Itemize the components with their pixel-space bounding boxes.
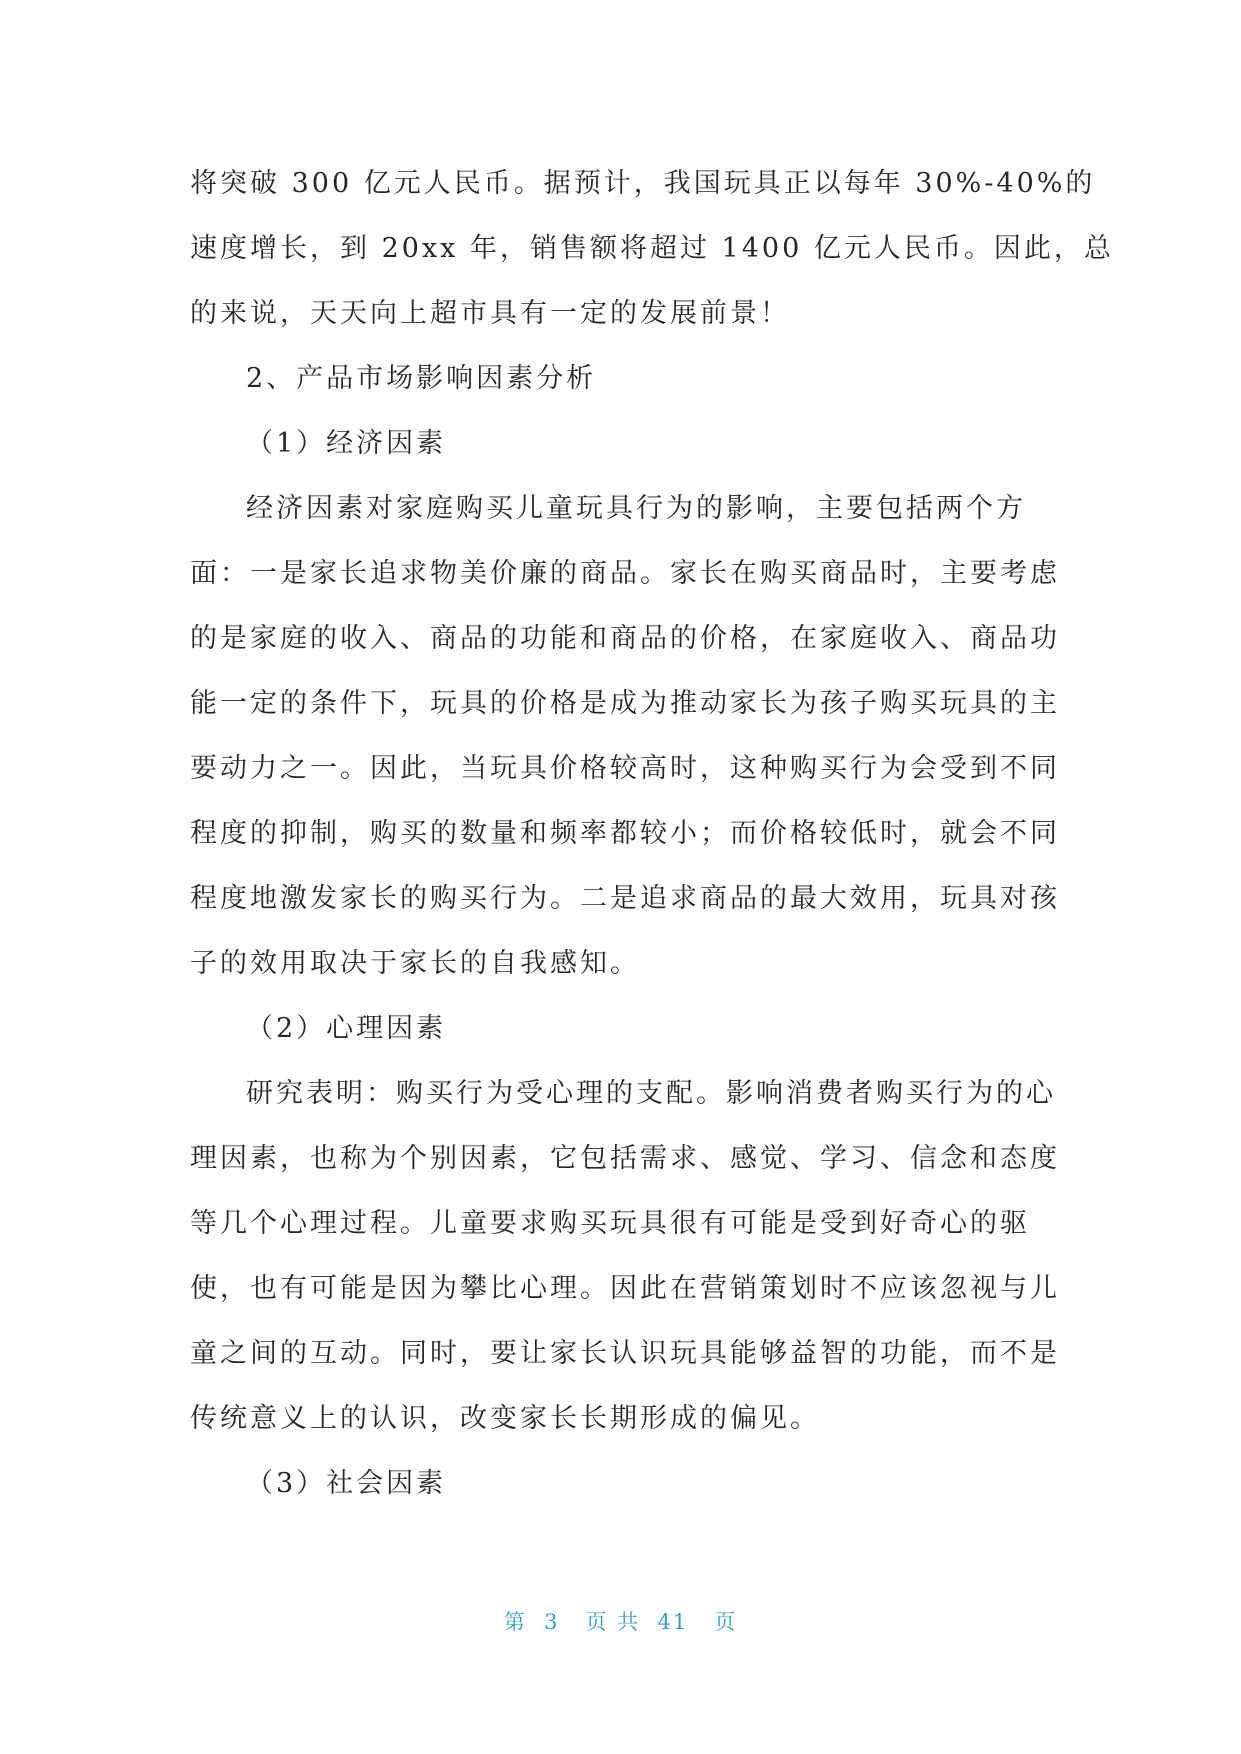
paragraph-line: 理因素，也称为个别因素，它包括需求、感觉、学习、信念和态度 <box>190 1143 1060 1174</box>
paragraph-line: 等几个心理过程。儿童要求购买玩具很有可能是受到好奇心的驱 <box>190 1208 1030 1239</box>
paragraph-line: 将突破 300 亿元人民币。据预计，我国玩具正以每年 30%-40%的 <box>190 168 1096 199</box>
paragraph-line: 研究表明：购买行为受心理的支配。影响消费者购买行为的心 <box>246 1078 1056 1109</box>
paragraph-line: 经济因素对家庭购买儿童玩具行为的影响，主要包括两个方 <box>246 493 1026 524</box>
subsection-heading: （3）社会因素 <box>246 1468 447 1499</box>
paragraph-line: 程度地激发家长的购买行为。二是追求商品的最大效用，玩具对孩 <box>190 883 1060 914</box>
paragraph-line: 子的效用取决于家长的自我感知。 <box>190 948 640 979</box>
paragraph-line: 速度增长，到 20xx 年，销售额将超过 1400 亿元人民币。因此，总 <box>190 233 1114 264</box>
page-number-footer: 第 3 页 共 41 页 <box>503 1610 738 1634</box>
paragraph-line: 能一定的条件下，玩具的价格是成为推动家长为孩子购买玩具的主 <box>190 688 1060 719</box>
subsection-heading: （1）经济因素 <box>246 428 447 459</box>
paragraph-line: 的是家庭的收入、商品的功能和商品的价格，在家庭收入、商品功 <box>190 623 1060 654</box>
paragraph-line: 程度的抑制，购买的数量和频率都较小；而价格较低时，就会不同 <box>190 818 1060 849</box>
section-heading: 2、产品市场影响因素分析 <box>246 363 597 394</box>
paragraph-line: 要动力之一。因此，当玩具价格较高时，这种购买行为会受到不同 <box>190 753 1060 784</box>
paragraph-line: 面：一是家长追求物美价廉的商品。家长在购买商品时，主要考虑 <box>190 558 1060 589</box>
paragraph-line: 童之间的互动。同时，要让家长认识玩具能够益智的功能，而不是 <box>190 1338 1060 1369</box>
paragraph-line: 的来说，天天向上超市具有一定的发展前景！ <box>190 298 790 329</box>
subsection-heading: （2）心理因素 <box>246 1013 447 1044</box>
paragraph-line: 传统意义上的认识，改变家长长期形成的偏见。 <box>190 1403 820 1434</box>
paragraph-line: 使，也有可能是因为攀比心理。因此在营销策划时不应该忽视与儿 <box>190 1273 1060 1304</box>
